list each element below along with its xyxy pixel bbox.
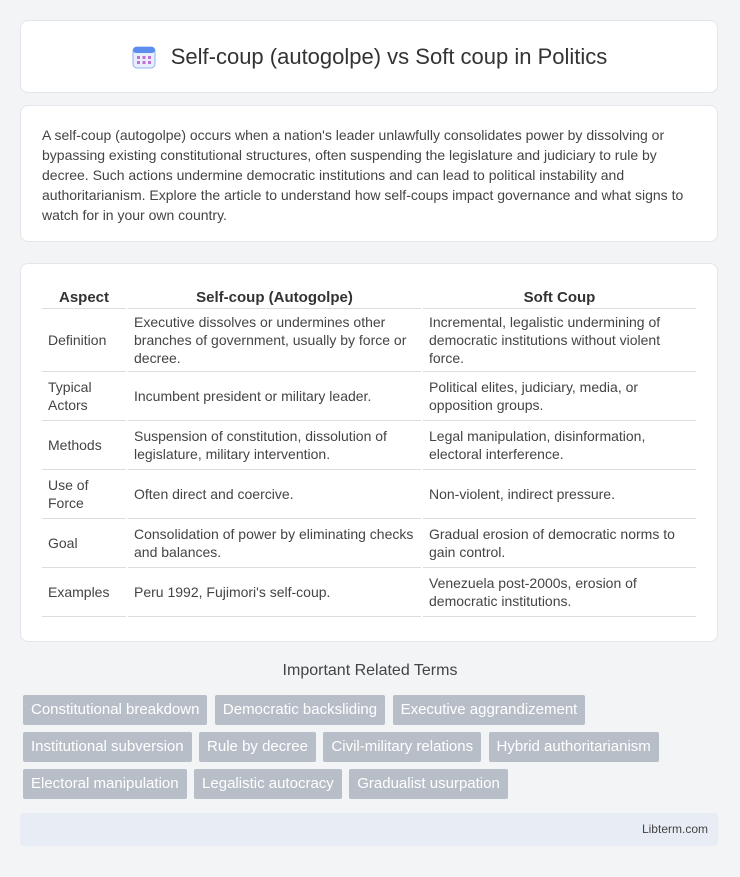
comparison-table	[40, 286, 698, 617]
cell-self-coup: Incumbent president or military leader.	[128, 372, 421, 421]
cell-soft-coup: Incremental, legalistic undermining of democratic institutions without violent force.	[423, 309, 696, 372]
table-row	[42, 470, 696, 519]
cell-soft-coup: Legal manipulation, disinformation, electoral interference.	[423, 421, 696, 470]
cell-self-coup: Peru 1992, Fujimori's self-coup.	[128, 568, 421, 617]
page-title: Self-coup (autogolpe) vs Soft coup in Politics	[170, 43, 608, 69]
table-row	[42, 372, 696, 421]
table-row	[42, 309, 696, 372]
term-tag[interactable]: Gradualist usurpation	[349, 769, 508, 799]
term-tag[interactable]: Legalistic autocracy	[194, 769, 342, 799]
table-row	[42, 421, 696, 470]
term-tag[interactable]: Institutional subversion	[23, 732, 192, 762]
cell-aspect: Examples	[42, 568, 126, 617]
cell-soft-coup: Political elites, judiciary, media, or opposition groups.	[423, 372, 696, 421]
cell-soft-coup: Non-violent, indirect pressure.	[423, 470, 696, 519]
title-card	[20, 20, 718, 93]
intro-text: A self-coup (autogolpe) occurs when a nation's leader unlawfully consolidates power by dissolving or bypassing existing constitutional structures, often suspending the legislature and judiciary to rule by decree. Such actions undermine democratic institutions and can lead to political instability and authoritarianism. Explore the article to understand how self-coups impact governance and what signs to watch for in your own country.	[42, 127, 684, 223]
cell-aspect: Definition	[42, 309, 126, 372]
term-tag[interactable]: Civil-military relations	[323, 732, 481, 762]
cell-self-coup: Suspension of constitution, dissolution of legislature, military intervention.	[128, 421, 421, 470]
cell-self-coup: Executive dissolves or undermines other branches of government, usually by force or decree.	[128, 309, 421, 372]
cell-soft-coup: Venezuela post-2000s, erosion of democratic institutions.	[423, 568, 696, 617]
header-self-coup: Self-coup (Autogolpe)	[128, 286, 421, 309]
table-row	[42, 519, 696, 568]
comparison-card	[20, 263, 718, 642]
cell-aspect: Methods	[42, 421, 126, 470]
intro-card	[20, 105, 718, 242]
footer-brand-link[interactable]: Libterm.com	[641, 822, 708, 836]
cell-self-coup: Often direct and coercive.	[128, 470, 421, 519]
footer	[20, 813, 718, 846]
term-tag[interactable]: Democratic backsliding	[215, 695, 385, 725]
related-terms-title: Important Related Terms	[282, 662, 458, 679]
cell-aspect: Typical Actors	[42, 372, 126, 421]
term-tag[interactable]: Constitutional breakdown	[23, 695, 207, 725]
header-aspect: Aspect	[42, 286, 126, 309]
cell-aspect: Goal	[42, 519, 126, 568]
term-tag[interactable]: Rule by decree	[199, 732, 316, 762]
table-row	[42, 568, 696, 617]
cell-self-coup: Consolidation of power by eliminating checks and balances.	[128, 519, 421, 568]
related-terms-list	[23, 695, 723, 806]
table-header-row	[42, 286, 696, 309]
term-tag[interactable]: Executive aggrandizement	[393, 695, 586, 725]
calendar-icon	[131, 44, 157, 70]
term-tag[interactable]: Hybrid authoritarianism	[489, 732, 659, 762]
term-tag[interactable]: Electoral manipulation	[23, 769, 187, 799]
cell-soft-coup: Gradual erosion of democratic norms to gain control.	[423, 519, 696, 568]
cell-aspect: Use of Force	[42, 470, 126, 519]
header-soft-coup: Soft Coup	[423, 286, 696, 309]
